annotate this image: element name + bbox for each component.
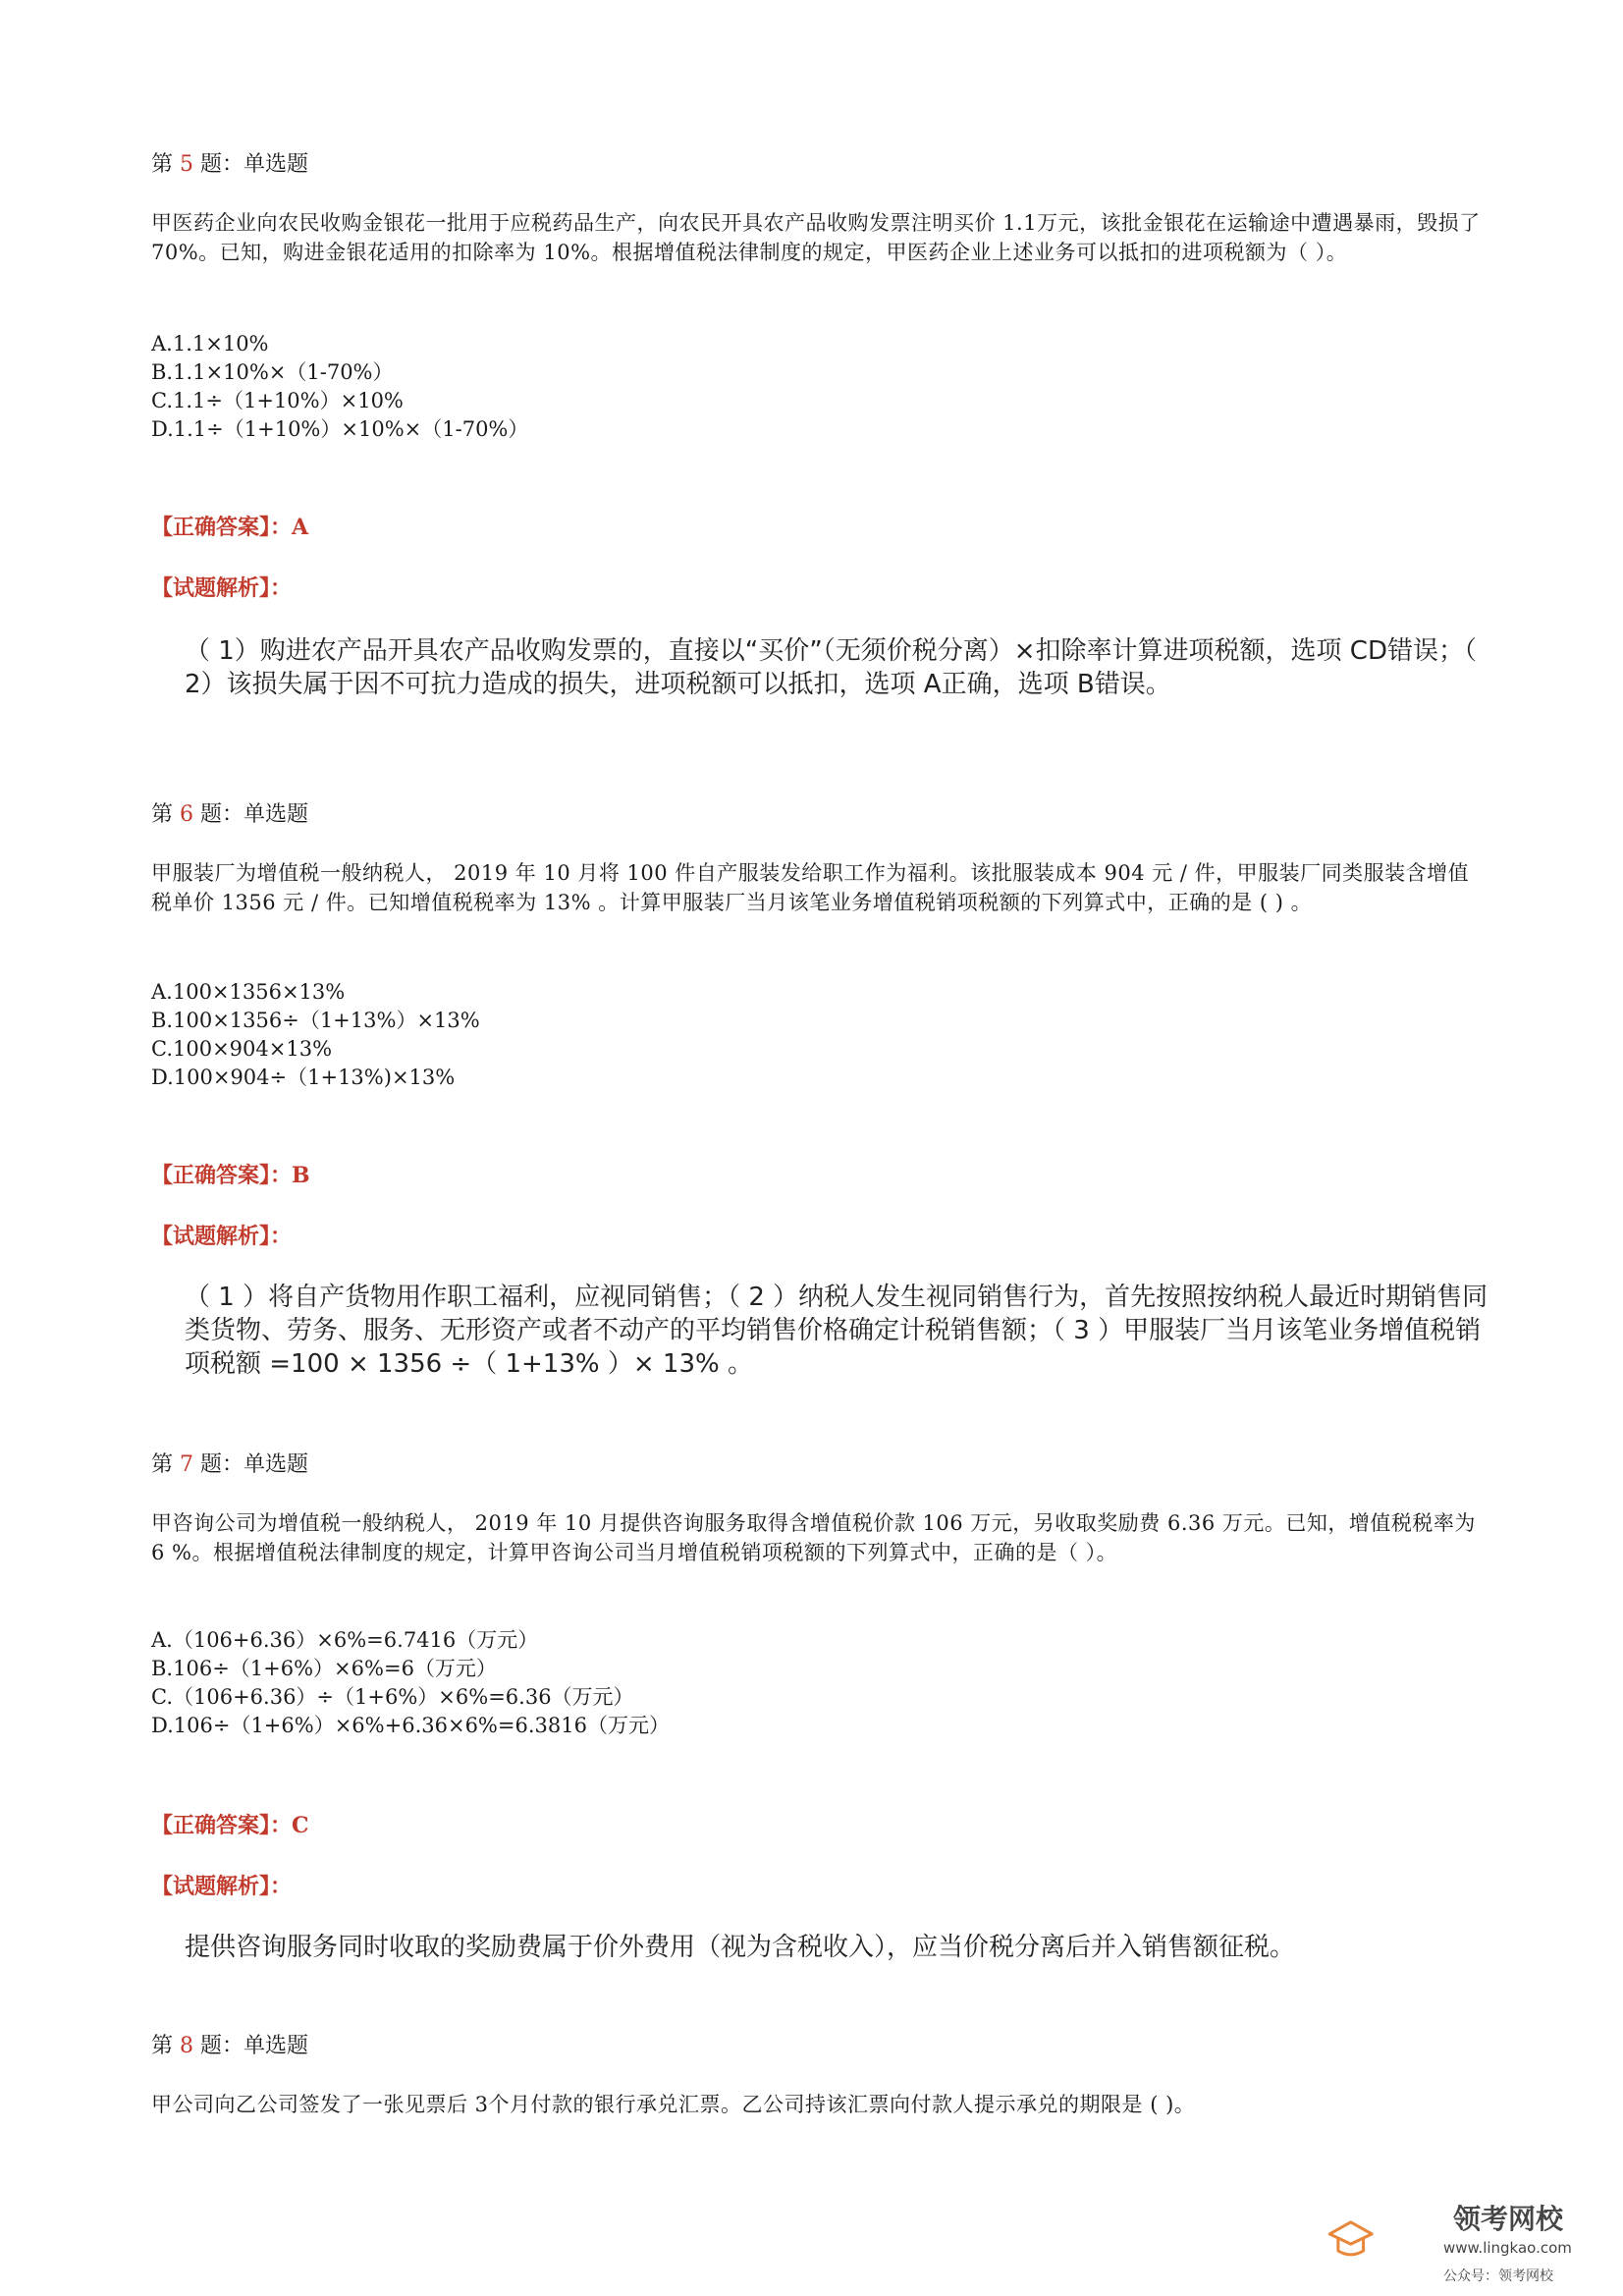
question-6-stem: 甲服装厂为增值税一般纳税人， 2019 年 10 月将 100 件自产服装发给职工作为福利。该批服装成本 904 元 / 件，甲服装厂同类服装含增值税单价 1356 元 / 件。已知增值税税率为 13% 。计算甲服装厂当月该笔业务增值税销项税额的下列算式中，正确的是 ( ) 。: [151, 861, 1470, 914]
question-number: 6: [180, 802, 194, 827]
lingkao-logo-icon: [1325, 2190, 1443, 2288]
option-a[interactable]: A.100×1356×13%: [151, 980, 346, 1004]
question-5-header: 第 5 题：单选题: [151, 152, 309, 177]
question-number: 8: [180, 2034, 194, 2058]
question-6-answer: 【正确答案】：B: [151, 1163, 310, 1188]
answer-value: B: [292, 1163, 310, 1188]
option-c[interactable]: C.100×904×13%: [151, 1037, 333, 1061]
option-d[interactable]: D.106÷（1+6%）×6%+6.36×6%=6.3816（万元）: [151, 1714, 670, 1737]
option-b[interactable]: B.100×1356÷（1+13%）×13%: [151, 1009, 480, 1032]
question-6-explain-title: 【试题解析】：: [151, 1224, 293, 1249]
question-7-answer: 【正确答案】：C: [151, 1813, 309, 1838]
question-number: 7: [180, 1452, 194, 1477]
option-c[interactable]: C.1.1÷（1+10%）×10%: [151, 389, 404, 412]
option-b[interactable]: B.1.1×10%×（1-70%）: [151, 360, 394, 384]
watermark-name: 领考网校: [1453, 2203, 1564, 2235]
question-6-header: 第 6 题：单选题: [151, 802, 309, 827]
question-5-answer: 【正确答案】：A: [151, 515, 309, 540]
watermark-wechat: 公众号：领考网校: [1443, 2269, 1553, 2284]
question-7-explain-title: 【试题解析】：: [151, 1874, 293, 1899]
question-5-explain-title: 【试题解析】：: [151, 575, 293, 601]
question-number: 5: [180, 152, 194, 177]
question-5-options: [151, 330, 528, 444]
question-8-header: 第 8 题：单选题: [151, 2034, 309, 2058]
question-8-stem: 甲公司向乙公司签发了一张见票后 3个月付款的银行承兑汇票。乙公司持该汇票向付款人提示承兑的期限是 ( )。: [151, 2093, 1196, 2116]
answer-value: C: [292, 1813, 309, 1838]
question-7-options: [151, 1626, 670, 1740]
option-a[interactable]: A.1.1×10%: [151, 332, 269, 355]
question-5-stem: 甲医药企业向农民收购金银花一批用于应税药品生产，向农民开具农产品收购发票注明买价 1.1万元，该批金银花在运输途中遭遇暴雨，毁损了 70%。已知，购进金银花适用的扣除率为 10%。根据增值税法律制度的规定，甲医药企业上述业务可以抵扣的进项税额为（ ）。: [151, 211, 1481, 264]
question-7-header: 第 7 题：单选题: [151, 1452, 309, 1477]
question-7-explanation: 提供咨询服务同时收取的奖励费属于价外费用（视为含税收入），应当价税分离后并入销售额征税。: [185, 1933, 1296, 1962]
question-5-explanation: （ 1）购进农产品开具农产品收购发票的，直接以“买价”（无须价税分离）×扣除率计算进项税额，选项 CD错误；（ 2）该损失属于因不可抗力造成的损失，进项税额可以抵扣，选项 A正确，选项 B错误。: [185, 636, 1477, 699]
option-d[interactable]: D.100×904÷（1+13%)×13%: [151, 1066, 456, 1089]
question-6-options: [151, 978, 480, 1092]
option-b[interactable]: B.106÷（1+6%）×6%=6（万元）: [151, 1657, 497, 1680]
option-d[interactable]: D.1.1÷（1+10%）×10%×（1-70%）: [151, 417, 529, 441]
watermark-url: www.lingkao.com: [1443, 2239, 1572, 2257]
question-7-stem: 甲咨询公司为增值税一般纳税人， 2019 年 10 月提供咨询服务取得含增值税价款 106 万元，另收取奖励费 6.36 万元。已知，增值税税率为 6 %。根据增值税法律制度的规定，计算甲咨询公司当月增值税销项税额的下列算式中，正确的是（ ）。: [151, 1511, 1476, 1564]
answer-value: A: [292, 515, 309, 540]
option-c[interactable]: C.（106+6.36）÷（1+6%）×6%=6.36（万元）: [151, 1685, 634, 1709]
question-6-explanation: （ 1 ）将自产货物用作职工福利，应视同销售；（ 2 ）纳税人发生视同销售行为，首先按照按纳税人最近时期销售同类货物、劳务、服务、无形资产或者不动产的平均销售价格确定计税销售额；（ 3 ）甲服装厂当月该笔业务增值税销项税额 =100 × 1356 ÷（ 1+13% ）× 13% 。: [185, 1283, 1488, 1379]
option-a[interactable]: A.（106+6.36）×6%=6.7416（万元）: [151, 1628, 539, 1652]
